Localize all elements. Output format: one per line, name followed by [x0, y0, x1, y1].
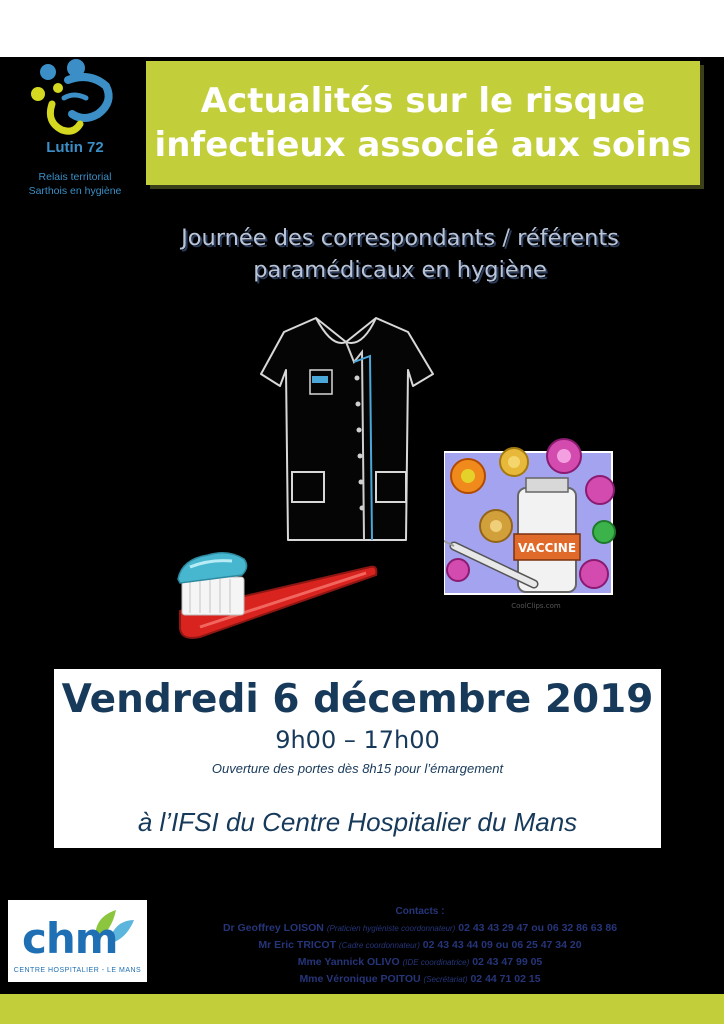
- poster-title: [155, 79, 692, 167]
- contact-line: [160, 937, 680, 954]
- logo-name: Lutin 72: [46, 139, 104, 156]
- contact-name: Dr Geoffrey LOISON: [222, 922, 324, 934]
- contacts-block: [160, 903, 680, 988]
- contact-line: [160, 954, 680, 971]
- event-doors-note: Ouverture des portes dès 8h15 pour l’émargement: [211, 761, 504, 776]
- contact-phones: 02 43 43 44 09 ou 06 25 47 34 20: [422, 939, 582, 951]
- contact-role: (Praticien hygiéniste coordonnateur): [326, 924, 456, 933]
- subtitle-line: Journée des correspondants / référents: [181, 225, 619, 251]
- chm-logo: [8, 900, 147, 982]
- contact-name: Mr Eric TRICOT: [258, 939, 336, 951]
- virus-icon: [586, 476, 614, 504]
- poster-subtitle: [80, 222, 720, 286]
- title-line: Actualités sur le risque: [200, 81, 646, 121]
- virus-icon: [580, 560, 608, 588]
- bottom-green-band: [0, 994, 724, 1024]
- virus-icon: [447, 559, 469, 581]
- contact-role: (Secrétariat): [423, 975, 468, 984]
- virus-icon: [500, 448, 528, 476]
- virus-icon: [547, 439, 581, 473]
- contact-name: Mme Yannick OLIVO: [297, 956, 400, 968]
- title-line: infectieux associé aux soins: [154, 125, 692, 165]
- chm-logo-text: chm: [22, 914, 118, 963]
- title-box: [146, 61, 700, 185]
- vaccine-illustration: [444, 434, 624, 614]
- contact-phones: 02 43 47 99 05: [472, 956, 543, 968]
- nurse-tunic-illustration: [258, 312, 436, 548]
- event-hours: 9h00 – 17h00: [275, 726, 440, 754]
- contact-role: (IDE coordinatrice): [402, 958, 470, 967]
- contact-phones: 02 43 43 29 47 ou 06 32 86 63 86: [458, 922, 618, 934]
- contact-name: Mme Véronique POITOU: [299, 973, 421, 985]
- event-date: Vendredi 6 décembre 2019: [61, 677, 654, 722]
- virus-icon: [451, 459, 485, 493]
- toothbrush-illustration: [170, 545, 380, 645]
- virus-icon: [480, 510, 512, 542]
- contacts-title: Contacts :: [395, 906, 445, 917]
- logo-subtitle-line: Relais territorial: [38, 171, 112, 183]
- logo-subtitle: [20, 170, 130, 198]
- event-location: à l’IFSI du Centre Hospitalier du Mans: [137, 807, 578, 837]
- subtitle-line: paramédicaux en hygiène: [253, 257, 547, 283]
- event-info-box: [54, 669, 661, 848]
- contact-line: [160, 971, 680, 988]
- chm-logo-subtitle: CENTRE HOSPITALIER - LE MANS: [13, 967, 142, 974]
- contact-role: (Cadre coordonnateur): [338, 941, 420, 950]
- clipart-credit: CoolClips.com: [511, 602, 561, 610]
- logo-subtitle-line: Sarthois en hygiène: [28, 185, 122, 197]
- vaccine-label: VACCINE: [517, 541, 577, 555]
- contact-phones: 02 44 71 02 15: [470, 973, 541, 985]
- virus-icon: [593, 521, 615, 543]
- lutin-logo: [20, 58, 135, 208]
- contact-line: [160, 920, 680, 937]
- lutin-logo-icon: [28, 58, 120, 138]
